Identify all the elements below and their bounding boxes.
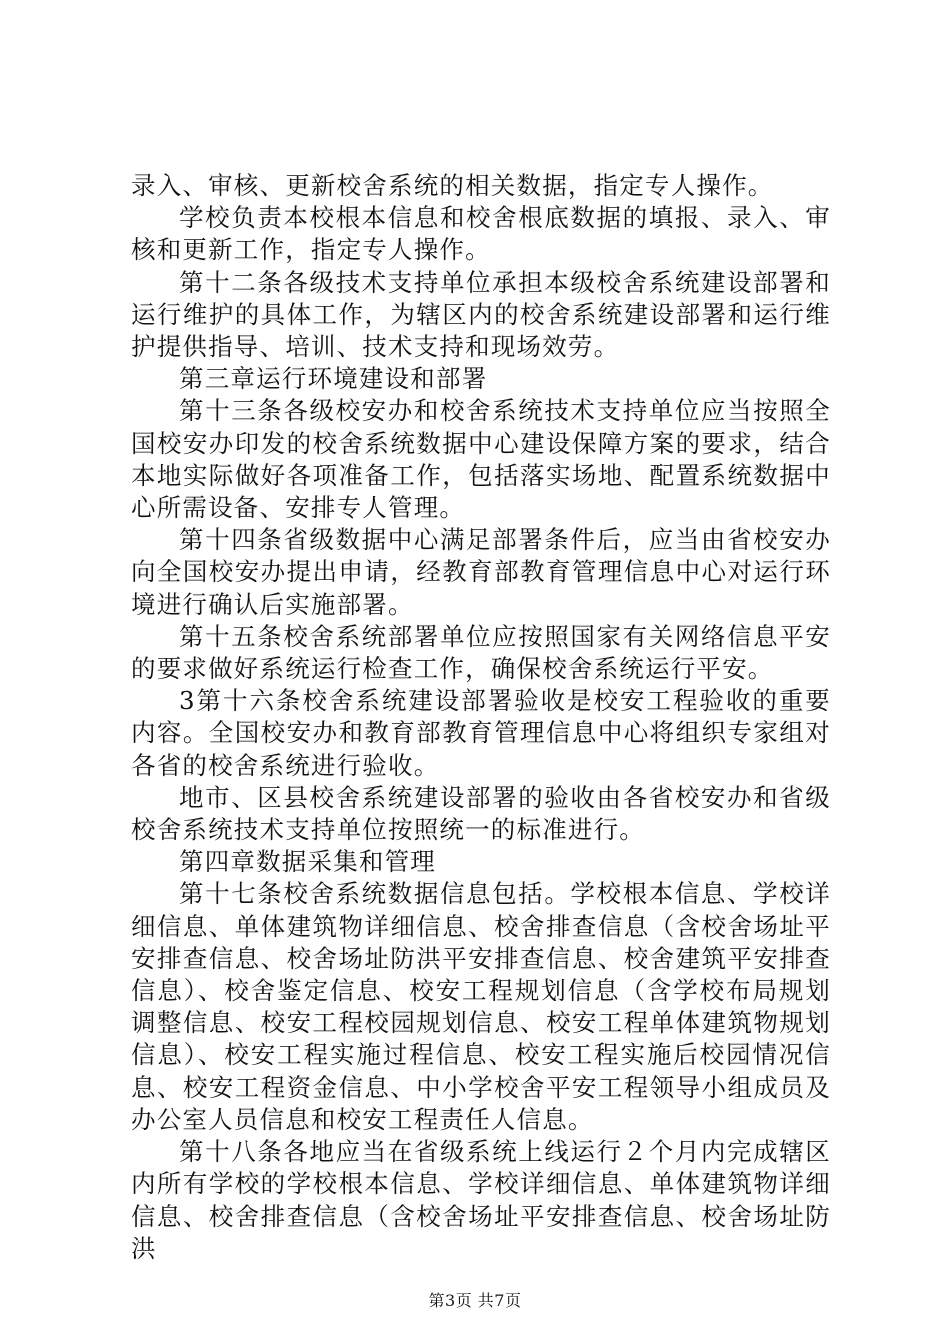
paragraph-1: 录入、审核、更新校舍系统的相关数据，指定专人操作。 (131, 171, 774, 200)
chapter-4-heading: 第四章数据采集和管理 (179, 847, 436, 877)
paragraph-article-16: 3第十六条校舍系统建设部署验收是校安工程验收的重要内容。全国校安办和教育部教育管理信息中心将组织专家组对各省的校舍系统进行验收。 (131, 686, 831, 780)
paragraph-article-14: 第十四条省级数据中心满足部署条件后，应当由省校安办向全国校安办提出申请，经教育部教育管理信息中心对运行环境进行确认后实施部署。 (131, 525, 831, 619)
page-number-footer: 第3页 共7页 (428, 1291, 522, 1310)
paragraph-2: 学校负责本校根本信息和校舍根底数据的填报、录入、审核和更新工作，指定专人操作。 (131, 203, 831, 265)
paragraph-article-18: 第十八条各地应当在省级系统上线运行２个月内完成辖区内所有学校的学校根本信息、学校详细信息、单体建筑物详细信息、校舍排查信息（含校舍场址平安排查信息、校舍场址防洪 (131, 1137, 831, 1263)
paragraph-article-12: 第十二条各级技术支持单位承担本级校舍系统建设部署和运行维护的具体工作，为辖区内的校舍系统建设部署和运行维护提供指导、培训、技术支持和现场效劳。 (131, 267, 831, 362)
paragraph-article-17: 第十七条校舍系统数据信息包括。学校根本信息、学校详细信息、单体建筑物详细信息、校舍排查信息（含校舍场址平安排查信息、校舍场址防洪平安排查信息、校舍建筑平安排查信息）、校舍鉴定信息、校安工程规划信息（含学校布局规划调整信息、校安工程校园规划信息、校安工程单体建筑物规划信息）、校安工程实施过程信息、校安工程实施后校园情况信息、校安工程资金信息、中小学校舍平安工程领导小组成员及办公室人员信息和校安工程责任人信息。 (131, 879, 831, 1134)
paragraph-article-13: 第十三条各级校安办和校舍系统技术支持单位应当按照全国校安办印发的校舍系统数据中心建设保障方案的要求，结合本地实际做好各项准备工作，包括落实场地、配置系统数据中心所需设备、安排专人管理。 (131, 396, 831, 523)
chapter-3-heading: 第三章运行环境建设和部署 (179, 364, 488, 394)
paragraph-article-15: 第十五条校舍系统部署单位应按照国家有关网络信息平安的要求做好系统运行检查工作，确保校舍系统运行平安。 (131, 621, 831, 684)
document-body (131, 170, 831, 1265)
paragraph-acceptance: 地市、区县校舍系统建设部署的验收由各省校安办和省级校舍系统技术支持单位按照统一的标准进行。 (131, 782, 831, 845)
